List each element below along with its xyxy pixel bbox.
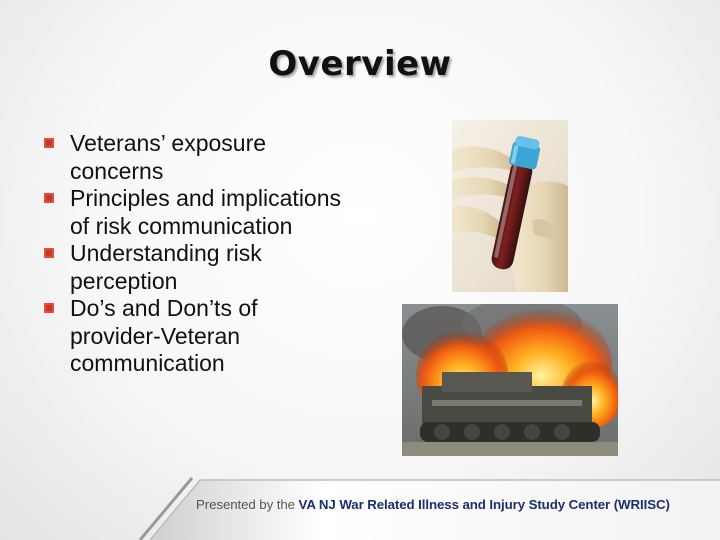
square-bullet-icon — [44, 248, 54, 258]
square-bullet-icon — [44, 303, 54, 313]
square-bullet-icon — [44, 138, 54, 148]
bullet-text: Understanding risk perception — [70, 240, 262, 294]
bullet-text: Veterans’ exposure concerns — [70, 130, 267, 184]
footer-prefix: Presented by the — [196, 497, 295, 512]
square-bullet-icon — [44, 193, 54, 203]
burning-vehicle-photo — [402, 304, 618, 456]
bullet-item — [44, 130, 344, 185]
bullet-text: Principles and implications of risk communication — [70, 185, 342, 239]
bullet-list — [44, 130, 344, 378]
bullet-text: Do’s and Don’ts of provider-Veteran communication — [70, 295, 258, 376]
footer-organization: VA NJ War Related Illness and Injury Study Center (WRIISC) — [298, 497, 670, 512]
footer-credit — [196, 497, 670, 512]
slide-title: Overview — [268, 44, 452, 84]
bullet-item — [44, 185, 344, 240]
blood-sample-photo — [452, 120, 568, 292]
bullet-item — [44, 240, 344, 295]
bullet-item — [44, 295, 344, 378]
